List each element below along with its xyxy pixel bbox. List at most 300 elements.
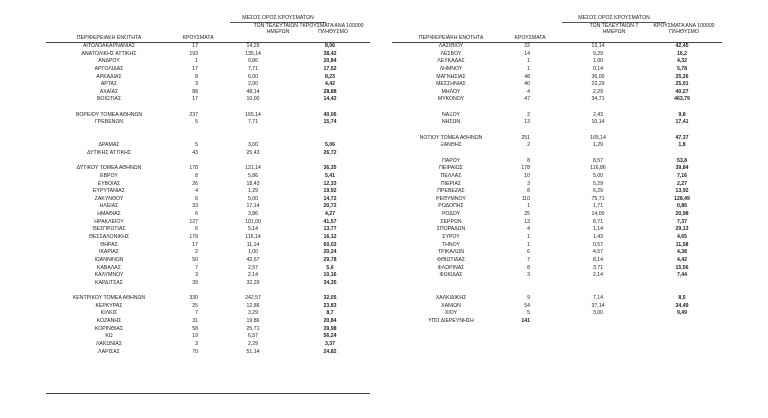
per-100k-cell: 47,37: [675, 134, 689, 141]
avg-7day-cell: 9,29: [592, 50, 604, 57]
avg-7day-cell: 116,86: [590, 165, 606, 172]
table-row: [392, 51, 722, 59]
table-row: [392, 295, 722, 303]
region-name-cell: ΜΑΓΝΗΣΙΑΣ: [436, 73, 466, 80]
table-row: [392, 142, 722, 150]
region-name-cell: ΛΕΣΒΟΥ: [440, 50, 462, 57]
per-100k-cell: 41,57: [323, 218, 337, 225]
region-name-cell: ΞΑΝΘΗΣ: [440, 142, 462, 149]
cases-cell: 1: [527, 58, 530, 65]
avg-7day-cell: 2,57: [247, 264, 259, 271]
right-table: [392, 12, 722, 326]
cases-cell: 2: [527, 111, 530, 118]
region-name-cell: ΕΥΡΥΤΑΝΙΑΣ: [93, 188, 125, 195]
cases-cell: 32: [524, 43, 530, 49]
region-name-cell: ΣΥΡΟΥ: [442, 234, 460, 241]
cases-cell: 48: [524, 73, 530, 80]
avg-col-line3-header: ΗΜΕΡΩΝ: [266, 29, 290, 35]
cases-cell: 179: [189, 234, 198, 241]
per-100k-cell: 4,27: [324, 211, 336, 218]
table-row: [46, 326, 370, 334]
table-row: [392, 96, 722, 104]
region-name-cell: ΑΝΑΤΟΛΙΚΗΣ ΑΤΤΙΚΗΣ: [81, 50, 137, 57]
per-100k-cell: 23,83: [323, 302, 337, 309]
region-name-cell: ΠΕΛΛΑΣ: [440, 172, 462, 179]
cases-cell: 17: [192, 241, 198, 248]
table-row: [392, 181, 722, 189]
table-row: [46, 96, 370, 104]
region-name-cell: ΚΙΛΚΙΣ: [100, 310, 118, 317]
region-name-cell: ΡΟΔΟΥ: [441, 211, 461, 218]
avg-7day-cell: 17,14: [246, 203, 260, 210]
per-100k-cell: 32,05: [323, 295, 337, 302]
per-100k-cell: 28,88: [323, 88, 337, 95]
cases-cell: 2: [527, 142, 530, 149]
avg-7day-cell: 165,14: [245, 111, 261, 118]
table-row: [392, 226, 722, 234]
per-100k-cell: 16,2: [676, 50, 688, 57]
table-row: [46, 158, 370, 166]
cases-cell: 31: [192, 318, 198, 325]
region-name-cell: ΛΑΡΙΣΑΣ: [98, 348, 120, 355]
table-row: [46, 89, 370, 97]
cases-cell: 251: [521, 134, 530, 141]
table-row: [46, 288, 370, 296]
avg-7day-cell: 23,29: [591, 81, 605, 88]
per-100k-cell: 463,79: [674, 96, 690, 103]
per-100k-cell: 29,13: [675, 226, 689, 233]
region-name-cell: ΛΗΜΝΟΥ: [439, 65, 463, 72]
avg-7day-cell: 25,71: [246, 325, 260, 332]
cases-cell: 10: [524, 172, 530, 179]
cases-cell: 9: [527, 295, 530, 302]
per-100k-cell: 20,84: [323, 318, 337, 325]
cases-cell: 8: [527, 264, 530, 271]
table-row: [46, 135, 370, 143]
table-row: [392, 211, 722, 219]
per-100k-cell: 16,12: [323, 234, 337, 241]
cases-cell: 3: [527, 272, 530, 279]
table-row: [392, 165, 722, 173]
cases-cell: 4: [527, 226, 530, 233]
per-100k-cell: 7,44: [676, 272, 688, 279]
cases-cell: 6: [195, 226, 198, 233]
region-name-cell: ΑΡΓΟΛΙΔΑΣ: [94, 65, 124, 72]
per100k-line2-header: ΠΛΗΘΥΣΜΟ: [669, 29, 699, 35]
avg-7day-cell: 1,14: [592, 226, 604, 233]
avg-7day-cell: 51,14: [246, 348, 260, 355]
avg-7day-cell: 2,14: [247, 272, 259, 279]
avg-7day-cell: 11,14: [246, 241, 260, 248]
cases-cell: 17: [192, 43, 198, 49]
table-row: [46, 257, 370, 265]
table-row: [46, 188, 370, 196]
cases-cell: 3: [195, 340, 198, 347]
avg-7day-cell: 2,00: [247, 81, 259, 88]
per-100k-cell: 8,5: [678, 295, 686, 302]
avg-col-line2-header: ΤΩΝ ΤΕΛΕΥΤΑΙΩΝ 7: [253, 23, 303, 29]
per-100k-cell: 53,8: [676, 157, 688, 164]
table-row: [392, 104, 722, 112]
table-row: [392, 135, 722, 143]
avg-7day-cell: 10,00: [246, 96, 260, 103]
cases-cell: 3: [195, 272, 198, 279]
cases-cell: 1: [195, 58, 198, 65]
table-row: [46, 272, 370, 280]
cases-cell: 39: [192, 279, 198, 286]
avg-7day-cell: 0,14: [592, 65, 604, 72]
region-name-cell: ΙΚΑΡΙΑΣ: [99, 249, 119, 256]
per-100k-cell: 25,26: [675, 73, 689, 80]
region-name-cell: ΧΑΝΙΩΝ: [441, 302, 461, 309]
per100k-line1-header: ΚΡΟΥΣΜΑΤΑ ΑΝΑ 100000: [302, 23, 364, 29]
cases-cell: 141: [521, 318, 530, 325]
cases-cell: 5: [527, 310, 530, 317]
table-row: [46, 74, 370, 82]
cases-cell: 17: [192, 96, 198, 103]
region-name-cell: ΚΕΝΤΡΙΚΟΥ ΤΟΜΕΑ ΑΘΗΝΩΝ: [72, 295, 146, 302]
avg-7day-cell: 2,43: [592, 111, 604, 118]
region-name-cell: ΡΕΘΥΜΝΟΥ: [436, 195, 466, 202]
per-100k-cell: 24,82: [323, 348, 337, 355]
avg-7day-cell: 25,43: [246, 149, 260, 156]
per-100k-cell: 40,27: [675, 88, 689, 95]
table-row: [46, 81, 370, 89]
avg-7day-cell: 3,86: [247, 211, 259, 218]
region-name-cell: ΙΩΑΝΝΙΝΩΝ: [94, 256, 124, 263]
cases-cell: 19: [192, 333, 198, 340]
cases-cell: 127: [189, 218, 198, 225]
per-100k-cell: 5,06: [324, 142, 336, 149]
per-100k-cell: 8,06: [324, 43, 336, 49]
table-row: [392, 310, 722, 318]
per-100k-cell: 8,7: [326, 310, 334, 317]
cases-cell: 330: [189, 295, 198, 302]
avg-7day-cell: 7,71: [247, 65, 259, 72]
per-100k-cell: 3,37: [324, 340, 336, 347]
avg-7day-cell: 2,29: [592, 88, 604, 95]
table-row: [46, 333, 370, 341]
cases-cell: 1: [527, 241, 530, 248]
avg-7day-cell: 34,71: [591, 96, 605, 103]
cases-cell: 8: [195, 73, 198, 80]
per-100k-cell: 17,41: [675, 119, 689, 126]
per-100k-cell: 14,72: [323, 195, 337, 202]
region-name-cell: ΧΙΟΥ: [444, 310, 458, 317]
avg-7day-cell: 7,71: [247, 119, 259, 126]
avg-7day-cell: 18,43: [246, 180, 260, 187]
region-name-cell: ΣΕΡΡΩΝ: [440, 218, 462, 225]
cases-cell: 178: [521, 165, 530, 172]
cases-cell: 43: [192, 149, 198, 156]
avg-col-line3-header: ΗΜΕΡΩΝ: [602, 29, 626, 35]
table-row: [46, 127, 370, 135]
avg-col-top-header: ΜΕΣΟΣ ΟΡΟΣ ΚΡΟΥΣΜΑΤΩΝ: [230, 15, 326, 23]
region-name-cell: ΒΟΡΕΙΟΥ ΤΟΜΕΑ ΑΘΗΝΩΝ: [75, 111, 143, 118]
cases-cell: 6: [527, 249, 530, 256]
region-name-cell: ΑΡΚΑΔΙΑΣ: [96, 73, 122, 80]
region-name-cell: ΠΑΡΟΥ: [442, 157, 460, 164]
table-row: [46, 104, 370, 112]
per-100k-cell: 5,6: [326, 264, 334, 271]
region-name-cell: ΒΟΙΩΤΙΑΣ: [96, 96, 122, 103]
region-name-cell: ΝΟΤΙΟΥ ΤΟΜΕΑ ΑΘΗΝΩΝ: [419, 134, 483, 141]
avg-7day-cell: 14,00: [591, 211, 605, 218]
cases-cell: 6: [195, 195, 198, 202]
table-row: [46, 318, 370, 326]
per-100k-cell: 60,03: [323, 241, 337, 248]
cases-cell: 40: [524, 81, 530, 88]
table-row: [46, 150, 370, 158]
per-100k-cell: 10,16: [323, 272, 337, 279]
region-name-cell: ΥΠΟ ΔΙΕΡΕΥΝΗΣΗ: [428, 318, 474, 325]
table-row: [46, 242, 370, 250]
table-row: [46, 349, 370, 357]
per-100k-cell: 128,49: [674, 195, 690, 202]
table-row: [392, 173, 722, 181]
region-name-cell: ΚΑΒΑΛΑΣ: [97, 264, 121, 271]
cases-cell: 58: [192, 325, 198, 332]
table-row: [46, 280, 370, 288]
avg-7day-cell: 5,00: [247, 195, 259, 202]
cases-cell: 6: [195, 211, 198, 218]
table-row: [392, 303, 722, 311]
per-100k-cell: 20,24: [323, 249, 337, 256]
avg-7day-cell: 37,14: [591, 302, 605, 309]
region-name-cell: ΝΗΣΩΝ: [441, 119, 461, 126]
per-100k-cell: 34,49: [675, 302, 689, 309]
avg-7day-cell: 75,71: [591, 195, 605, 202]
table-row: [392, 249, 722, 257]
region-name-cell: ΧΑΛΚΙΔΙΚΗΣ: [435, 295, 467, 302]
avg-7day-cell: 13,14: [591, 43, 605, 49]
avg-7day-cell: 6,29: [592, 188, 604, 195]
table-row: [46, 234, 370, 242]
avg-7day-cell: 3,71: [592, 264, 604, 271]
cases-cell: 25: [192, 302, 198, 309]
table-row: [392, 74, 722, 82]
per-100k-cell: 39,84: [675, 165, 689, 172]
per-100k-cell: 38,42: [323, 50, 337, 57]
region-name-cell: ΦΛΩΡΙΝΑΣ: [437, 264, 465, 271]
avg-7day-cell: 1,29: [592, 142, 604, 149]
region-name-cell: ΛΑΣΙΘΙΟΥ: [438, 43, 464, 49]
table-row: [392, 127, 722, 135]
cases-cell: 70: [192, 348, 198, 355]
region-name-cell: ΕΥΒΟΙΑΣ: [97, 180, 121, 187]
avg-7day-cell: 121,14: [245, 165, 261, 172]
table-row: [46, 203, 370, 211]
region-name-cell: ΛΕΥΚΑΔΑΣ: [437, 58, 465, 65]
right-table-body: [392, 43, 722, 326]
per-100k-cell: 25,01: [675, 81, 689, 88]
avg-7day-cell: 5,00: [592, 172, 604, 179]
table-row: [392, 280, 722, 288]
cases-cell: 25: [524, 211, 530, 218]
table-row: [46, 196, 370, 204]
cases-cell: 50: [192, 256, 198, 263]
region-col-header: ΠΕΡΙΦΕΡΕΙΑΚΗ ΕΝΟΤΗΤΑ: [418, 35, 484, 41]
right-table-header: [392, 12, 722, 43]
table-row: [46, 226, 370, 234]
avg-7day-cell: 5,86: [247, 172, 259, 179]
per-100k-cell: 13,92: [675, 188, 689, 195]
table-row: [392, 188, 722, 196]
cases-cell: 7: [195, 264, 198, 271]
region-name-cell: ΔΥΤΙΚΟΥ ΤΟΜΕΑ ΑΘΗΝΩΝ: [76, 165, 142, 172]
cases-cell: 8: [527, 188, 530, 195]
avg-7day-cell: 3,29: [247, 310, 259, 317]
region-name-cell: ΕΒΡΟΥ: [100, 172, 118, 179]
region-name-cell: ΚΟΡΙΝΘΙΑΣ: [94, 325, 124, 332]
avg-7day-cell: 1,00: [592, 58, 604, 65]
table-row: [392, 196, 722, 204]
left-table-bottom-rule: [46, 393, 370, 394]
per-100k-cell: 42,45: [675, 43, 689, 49]
per-100k-cell: 4,42: [324, 81, 336, 88]
cases-cell: 47: [524, 96, 530, 103]
cases-cell: 54: [524, 302, 530, 309]
region-name-cell: ΑΡΤΑΣ: [100, 81, 118, 88]
avg-7day-cell: 3,00: [592, 310, 604, 317]
per-100k-cell: 9,8: [678, 111, 686, 118]
per-100k-cell: 56,24: [323, 333, 337, 340]
table-row: [46, 219, 370, 227]
per-100k-cell: 26,72: [323, 149, 337, 156]
region-name-cell: ΛΑΚΩΝΙΑΣ: [95, 340, 123, 347]
cases-cell: 110: [521, 195, 530, 202]
cases-cell: 8: [527, 157, 530, 164]
cases-cell: 33: [192, 203, 198, 210]
avg-7day-cell: 36,00: [591, 73, 605, 80]
region-name-cell: ΑΧΑΪΑΣ: [99, 88, 119, 95]
table-row: [46, 165, 370, 173]
cases-cell: 178: [189, 165, 198, 172]
table-row: [46, 303, 370, 311]
region-name-cell: ΑΝΔΡΟΥ: [98, 58, 120, 65]
avg-7day-cell: 3,00: [247, 142, 259, 149]
avg-7day-cell: 116,14: [245, 234, 261, 241]
per-100k-cell: 4,65: [676, 234, 688, 241]
region-name-cell: ΖΑΚΥΝΘΟΥ: [94, 195, 124, 202]
cases-cell: 237: [189, 111, 198, 118]
avg-col-top-header: ΜΕΣΟΣ ΟΡΟΣ ΚΡΟΥΣΜΑΤΩΝ: [562, 15, 666, 23]
avg-7day-cell: 1,71: [592, 203, 604, 210]
per-100k-cell: 5,78: [676, 65, 688, 72]
per-100k-cell: 20,98: [675, 211, 689, 218]
per-100k-cell: 13,77: [323, 226, 337, 233]
cases-cell: 26: [192, 180, 198, 187]
region-name-cell: ΣΠΟΡΑΔΩΝ: [436, 226, 466, 233]
table-row: [392, 66, 722, 74]
per-100k-cell: 7,16: [676, 172, 688, 179]
per-100k-cell: 4,42: [676, 256, 688, 263]
avg-7day-cell: 6,00: [247, 73, 259, 80]
avg-7day-cell: 32,29: [246, 279, 260, 286]
table-row: [46, 249, 370, 257]
table-row: [46, 43, 370, 51]
table-row: [392, 318, 722, 326]
region-name-cell: ΔΥΤΙΚΗΣ ΑΤΤΙΚΗΣ: [87, 149, 131, 156]
per-100k-cell: 5,41: [324, 172, 336, 179]
cases-cell: 13: [524, 218, 530, 225]
table-row: [392, 150, 722, 158]
avg-7day-cell: 7,14: [592, 295, 604, 302]
table-row: [392, 242, 722, 250]
per-100k-cell: 39,98: [323, 325, 337, 332]
region-name-cell: ΘΕΣΠΡΩΤΙΑΣ: [92, 226, 126, 233]
region-name-cell: ΚΕΡΚΥΡΑΣ: [95, 302, 123, 309]
table-row: [392, 158, 722, 166]
avg-7day-cell: 6,57: [247, 333, 259, 340]
table-row: [46, 58, 370, 66]
avg-col-line2-header: ΤΩΝ ΤΕΛΕΥΤΑΙΩΝ 7: [589, 23, 639, 29]
table-row: [46, 341, 370, 349]
per-100k-cell: 40,06: [323, 111, 337, 118]
table-row: [46, 295, 370, 303]
avg-7day-cell: 135,14: [245, 50, 261, 57]
per-100k-cell: 4,32: [676, 58, 688, 65]
per-100k-cell: 12,33: [323, 180, 337, 187]
per-100k-cell: 15,56: [675, 264, 689, 271]
table-row: [392, 203, 722, 211]
per-100k-cell: 11,58: [675, 241, 689, 248]
avg-7day-cell: 2,29: [247, 340, 259, 347]
cases-cell: 14: [524, 50, 530, 57]
per-100k-cell: 8,23: [324, 73, 336, 80]
region-name-cell: ΑΙΤΩΛΟΑΚΑΡΝΑΝΙΑΣ: [82, 43, 136, 49]
left-table-body: [46, 43, 370, 356]
per-100k-cell: 2,27: [676, 180, 688, 187]
table-row: [392, 119, 722, 127]
per-100k-cell: 9,49: [676, 310, 688, 317]
avg-7day-cell: 5,29: [592, 180, 604, 187]
region-name-cell: ΗΜΑΘΙΑΣ: [97, 211, 121, 218]
region-name-cell: ΤΗΝΟΥ: [442, 241, 460, 248]
region-name-cell: ΠΙΕΡΙΑΣ: [440, 180, 462, 187]
table-row: [46, 265, 370, 273]
region-name-cell: ΚΟΖΑΝΗΣ: [96, 318, 122, 325]
avg-7day-cell: 0,57: [592, 241, 604, 248]
table-row: [46, 119, 370, 127]
cases-cell: 13: [524, 119, 530, 126]
cases-cell: 7: [527, 256, 530, 263]
region-name-cell: ΔΡΑΜΑΣ: [98, 142, 120, 149]
per-100k-cell: 0,86: [676, 203, 688, 210]
region-name-cell: ΓΡΕΒΕΝΩΝ: [94, 119, 124, 126]
table-row: [46, 211, 370, 219]
avg-7day-cell: 19,86: [246, 318, 260, 325]
cases-cell: 88: [192, 88, 198, 95]
per-100k-cell: 1,8: [678, 142, 686, 149]
table-row: [392, 81, 722, 89]
table-row: [46, 112, 370, 120]
region-name-cell: ΦΘΙΩΤΙΔΑΣ: [436, 256, 466, 263]
region-name-cell: ΘΗΡΑΣ: [100, 241, 118, 248]
table-row: [392, 265, 722, 273]
table-row: [392, 288, 722, 296]
cases-cell: 5: [195, 119, 198, 126]
per-100k-cell: 29,78: [323, 256, 337, 263]
cases-cell: 5: [195, 142, 198, 149]
table-row: [46, 173, 370, 181]
region-name-cell: ΚΑΡΔΙΤΣΑΣ: [95, 279, 123, 286]
table-row: [46, 181, 370, 189]
region-name-cell: ΗΡΑΚΛΕΙΟΥ: [94, 218, 124, 225]
avg-7day-cell: 14,29: [246, 43, 260, 49]
cases-col-header: ΚΡΟΥΣΜΑΤΑ: [514, 35, 546, 41]
table-row: [392, 257, 722, 265]
